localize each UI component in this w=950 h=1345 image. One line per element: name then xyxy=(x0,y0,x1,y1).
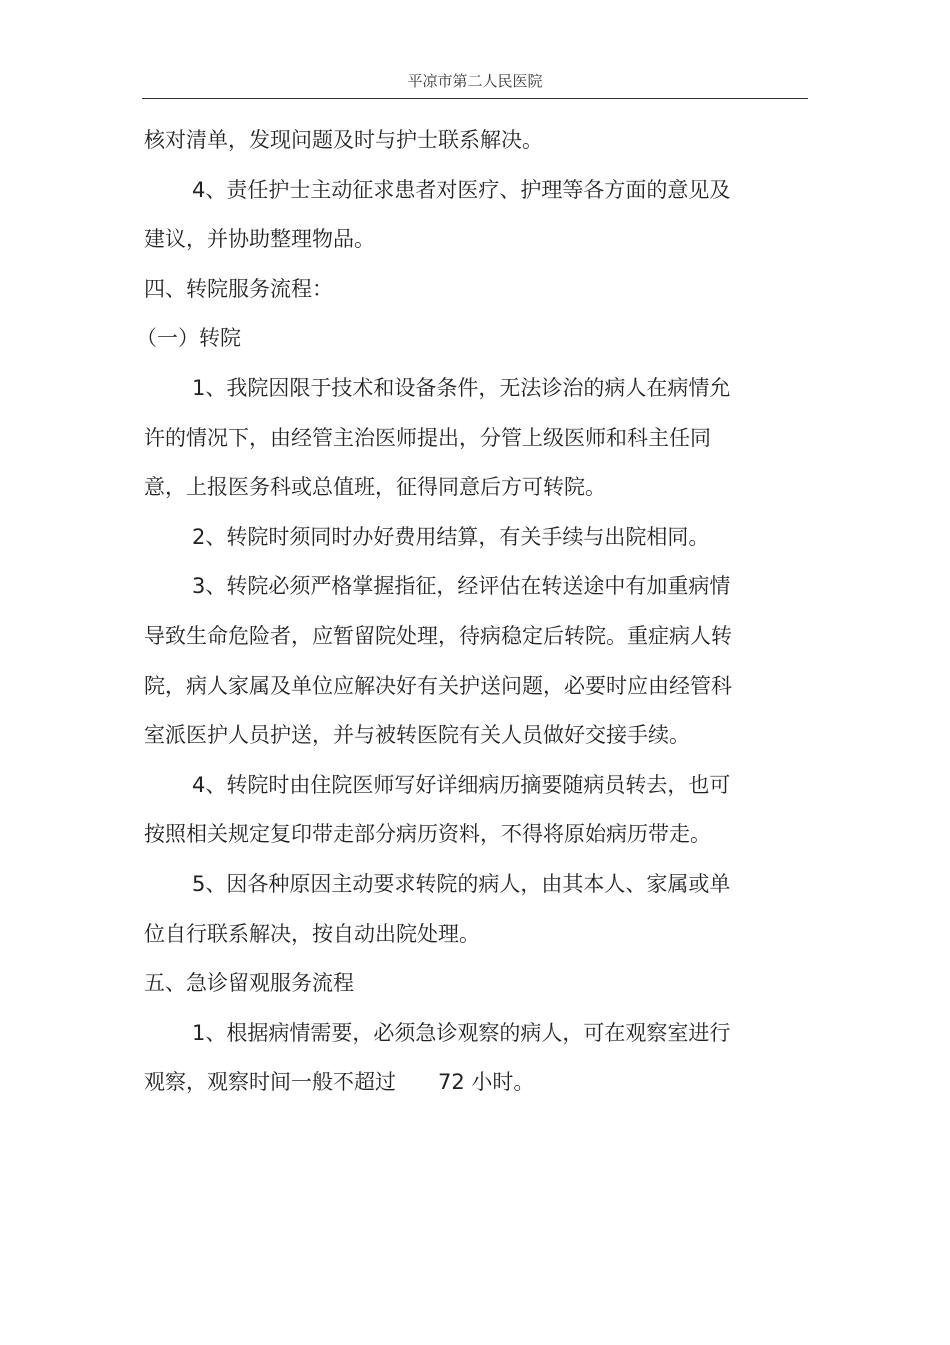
paragraph-transfer-3: 3、转院必须严格掌握指征，经评估在转送途中有加重病情导致生命危险者，应暂留院处理，待病稳定后转院。重症病人转院，病人家属及单位应解决好有关护送问题，必要时应由经管科室派医护人员护送，并与被转医院有关人员做好交接手续。 xyxy=(144,574,732,748)
paragraph-observation-1: 1、根据病情需要，必须急诊观察的病人，可在观察室进行观察，观察时间一般不超过 72 小时。 xyxy=(144,1020,731,1095)
paragraph-transfer-5: 5、因各种原因主动要求转院的病人，由其本人、家属或单位自行联系解决，按自动出院处理。 xyxy=(144,871,731,946)
section-heading-observation: 五、急诊留观服务流程 xyxy=(144,971,354,996)
hospital-name: 平凉市第二人民医院 xyxy=(407,72,543,90)
paragraph-feedback: 4、责任护士主动征求患者对医疗、护理等各方面的意见及建议，并协助整理物品。 xyxy=(144,177,731,252)
page-header xyxy=(142,68,808,99)
paragraph-transfer-2: 2、转院时须同时办好费用结算，有关手续与出院相同。 xyxy=(192,524,710,549)
paragraph-transfer-1: 1、我院因限于技术和设备条件，无法诊治的病人在病情允许的情况下，由经管主治医师提出，分管上级医师和科主任同意，上报医务科或总值班，征得同意后方可转院。 xyxy=(144,375,731,500)
document-body xyxy=(136,116,750,1108)
paragraph-checklist: 核对清单，发现问题及时与护士联系解决。 xyxy=(144,128,543,152)
paragraph-transfer-4: 4、转院时由住院医师写好详细病历摘要随病员转去，也可按照相关规定复印带走部分病历资料，不得将原始病历带走。 xyxy=(144,772,731,847)
section-heading-transfer: 四、转院服务流程： xyxy=(144,276,333,301)
subsection-heading-transfer: （一）转院 xyxy=(136,326,241,351)
